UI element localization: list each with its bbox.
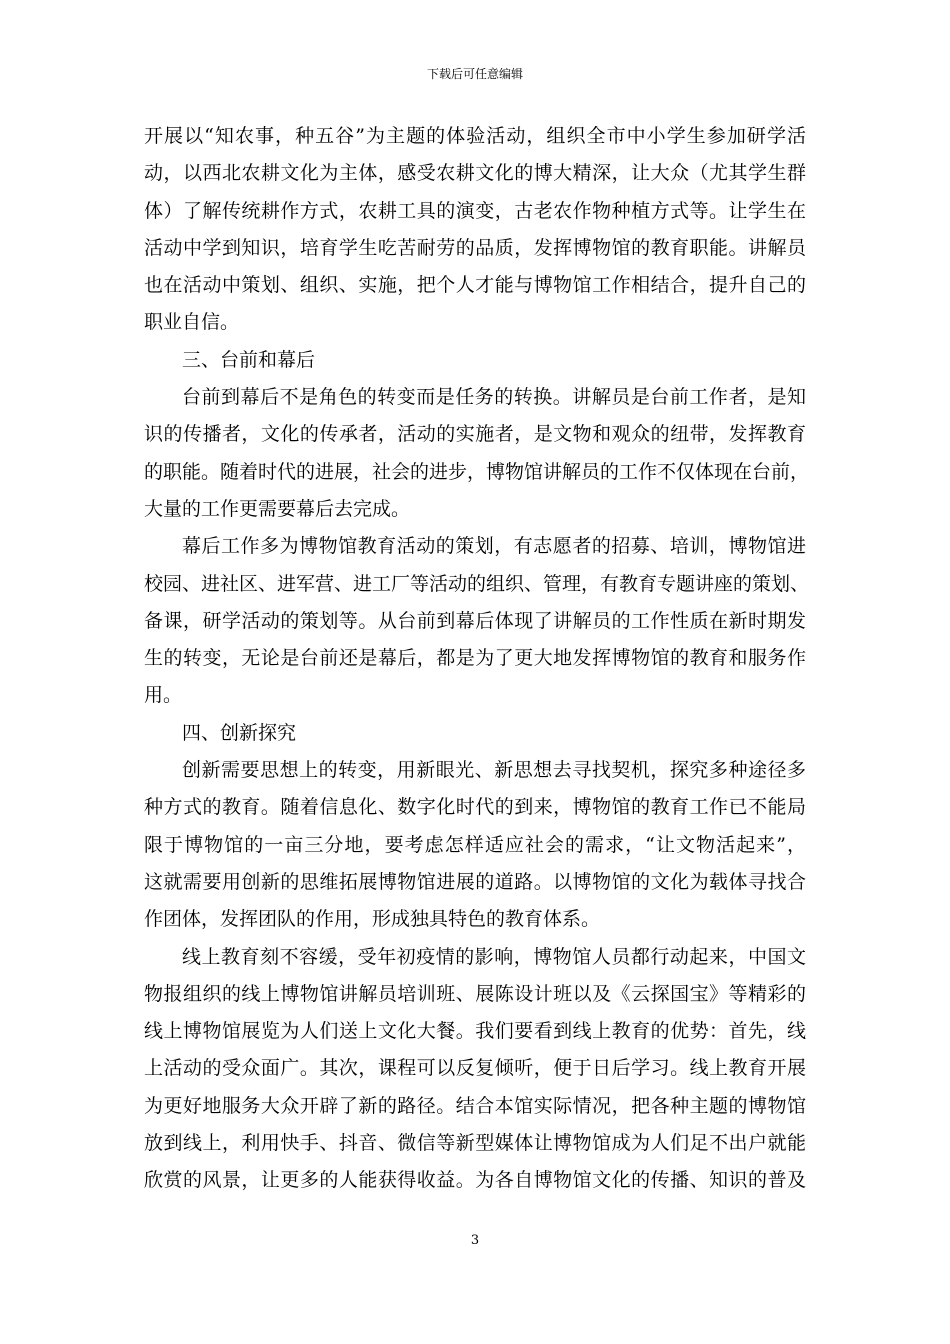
text-line: 动，以西北农耕文化为主体，感受农耕文化的博大精深，让大众（尤其学生群 [144,162,806,185]
text-line: 生的转变，无论是台前还是幕后，都是为了更大地发挥博物馆的教育和服务作 [144,647,806,670]
text-line: 种方式的教育。随着信息化、数字化时代的到来，博物馆的教育工作已不能局 [144,796,806,819]
text-line: 也在活动中策划、组织、实施，把个人才能与博物馆工作相结合，提升自己的 [144,274,806,297]
text-line: 作团体，发挥团队的作用，形成独具特色的教育体系。 [144,908,601,931]
text-line: 台前到幕后不是角色的转变而是任务的转换。讲解员是台前工作者，是知 [182,386,806,409]
text-line: 大量的工作更需要幕后去完成。 [144,497,411,520]
text-line: 线上教育刻不容缓，受年初疫情的影响，博物馆人员都行动起来，中国文 [182,945,806,968]
text-line: 活动中学到知识，培育学生吃苦耐劳的品质，发挥博物馆的教育职能。讲解员 [144,236,806,259]
text-line: 物报组织的线上博物馆讲解员培训班、展陈设计班以及《云探国宝》等精彩的 [144,982,806,1005]
text-line: 创新需要思想上的转变，用新眼光、新思想去寻找契机，探究多种途径多 [182,759,806,782]
text-line: 四、创新探究 [182,721,297,744]
text-line: 这就需要用创新的思维拓展博物馆进展的道路。以博物馆的文化为载体寻找合 [144,870,806,893]
text-line: 用。 [144,684,183,707]
text-line: 校园、进社区、进军营、进工厂等活动的组织、管理，有教育专题讲座的策划、 [144,572,810,595]
document-body [144,118,810,1200]
text-line: 三、台前和幕后 [182,348,316,371]
text-line: 放到线上，利用快手、抖音、微信等新型媒体让博物馆成为人们足不出户就能 [144,1132,806,1155]
text-line: 的职能。随着时代的进展，社会的进步，博物馆讲解员的工作不仅体现在台前， [144,460,810,483]
text-line: 备课，研学活动的策划等。从台前到幕后体现了讲解员的工作性质在新时期发 [144,609,806,632]
text-line: 体）了解传统耕作方式，农耕工具的演变，古老农作物种植方式等。让学生在 [144,199,806,222]
text-line: 职业自信。 [144,311,240,334]
page-number: 3 [470,1233,480,1248]
text-line: 开展以“知农事，种五谷”为主题的体验活动，组织全市中小学生参加研学活 [144,125,806,147]
text-line: 限于博物馆的一亩三分地，要考虑怎样适应社会的需求，“让文物活起来”， [144,833,806,856]
text-line: 幕后工作多为博物馆教育活动的策划，有志愿者的招募、培训，博物馆进 [182,535,806,558]
text-line: 上活动的受众面广。其次，课程可以反复倾听，便于日后学习。线上教育开展 [144,1057,806,1080]
text-line: 欣赏的风景，让更多的人能获得收益。为各自博物馆文化的传播、知识的普及 [144,1169,806,1192]
text-line: 为更好地服务大众开辟了新的路径。结合本馆实际情况，把各种主题的博物馆 [144,1094,806,1117]
text-line: 识的传播者，文化的传承者，活动的实施者，是文物和观众的纽带，发挥教育 [144,423,806,446]
page-header: 下载后可任意编辑 [426,67,523,81]
text-line: 线上博物馆展览为人们送上文化大餐。我们要看到线上教育的优势：首先，线 [144,1020,806,1043]
